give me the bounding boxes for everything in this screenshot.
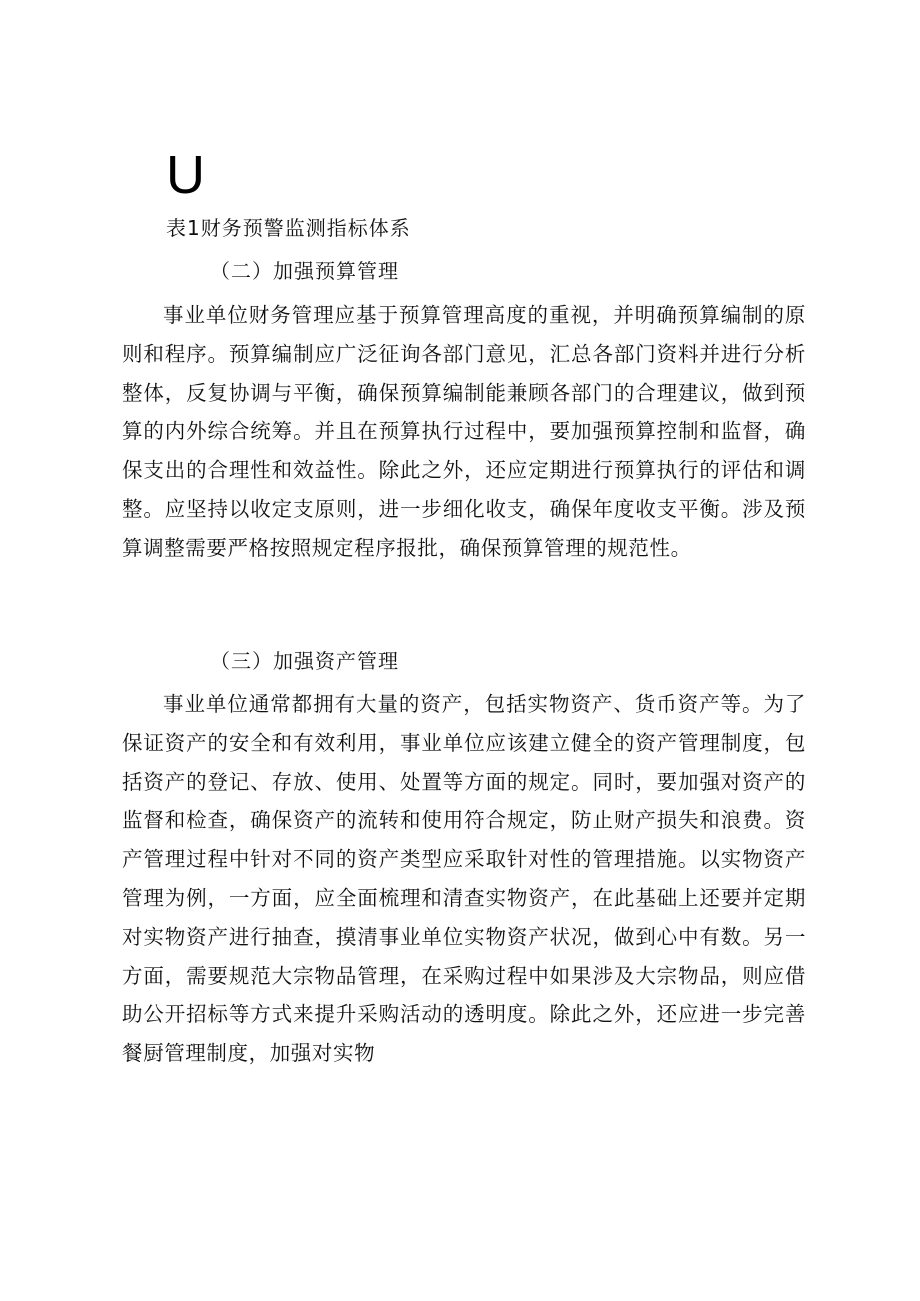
- large-letter: U: [166, 145, 205, 205]
- table-caption: 表1财务预警监测指标体系: [166, 216, 411, 240]
- paragraph-budget: 事业单位财务管理应基于预算管理高度的重视，并明确预算编制的原则和程序。预算编制应广泛征询各部门意见，汇总各部门资料并进行分析整体，反复协调与平衡，确保预算编制能兼顾各部门的合理建议，做到预算的内外综合统筹。并且在预算执行过程中，要加强预算控制和监督，确保支出的合理性和效益性。除此之外，还应定期进行预算执行的评估和调整。应坚持以收定支原则，进一步细化收支，确保年度收支平衡。涉及预算调整需要严格按照规定程序报批，确保预算管理的规范性。: [122, 303, 806, 560]
- paragraph-assets: 事业单位通常都拥有大量的资产，包括实物资产、货币资产等。为了保证资产的安全和有效利用，事业单位应该建立健全的资产管理制度，包括资产的登记、存放、使用、处置等方面的规定。同时，要加强对资产的监督和检查，确保资产的流转和使用符合规定，防止财产损失和浪费。资产管理过程中针对不同的资产类型应采取针对性的管理措施。以实物资产管理为例，一方面，应全面梳理和清查实物资产，在此基础上还要并定期对实物资产进行抽查，摸清事业单位实物资产状况，做到心中有数。另一方面，需要规范大宗物品管理，在采购过程中如果涉及大宗物品，则应借助公开招标等方式来提升采购活动的透明度。除此之外，还应进一步完善餐厨管理制度，加强对实物: [122, 692, 806, 1066]
- section-heading-assets: （三）加强资产管理: [210, 649, 399, 673]
- section-heading-budget: （二）加强预算管理: [210, 259, 399, 283]
